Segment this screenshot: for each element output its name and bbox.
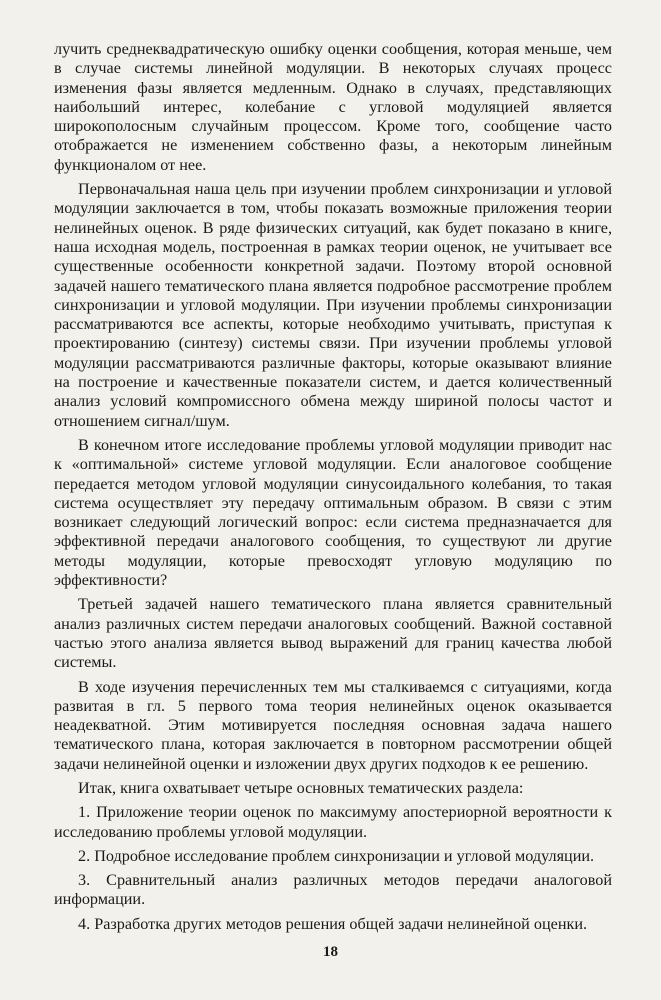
paragraph-continuation: лучить среднеквадратическую ошибку оценки сообщения, которая меньше, чем в случае системы линейной модуляции. В некоторых случаях процесс изменения фазы является медленным. Однако в случаях, представляющих наибольший интерес, колебание с угловой модуляцией является широкополосным случайным процессом. Кроме того, сообщение часто отображается не изменением собственно фазы, а некоторым линейным функционалом от нее. bbox=[54, 40, 612, 174]
list-item-2: 2. Подробное исследование проблем синхронизации и угловой модуляции. bbox=[78, 846, 595, 865]
list-item-4: 4. Разработка других методов решения общей задачи нелинейной оценки. bbox=[78, 914, 588, 933]
body-text bbox=[54, 40, 612, 939]
list-item-1: 1. Приложение теории оценок по максимуму апостериорной вероятности к исследованию проблемы угловой модуляции. bbox=[54, 803, 612, 841]
paragraph-optimal-system: В конечном итоге исследование проблемы угловой модуляции приводит нас к «оптимальной» системе угловой модуляции. Если аналоговое сообщение передается методом угловой модуляции синусоидального колебания, то такая система осуществляет эту передачу оптимальным образом. В связи с этим возникает следующий логический вопрос: если система предназначается для эффективной передачи аналогового сообщения, то существуют ли другие методы модуляции, которые превосходят угловую модуляцию по эффективности? bbox=[54, 435, 612, 590]
paragraph-summary-intro: Итак, книга охватывает четыре основных тематических раздела: bbox=[78, 778, 524, 797]
page-number: 18 bbox=[323, 944, 338, 960]
paragraph-goals: Первоначальная наша цель при изучении проблем синхронизации и угловой модуляции заключается в том, чтобы показать возможные приложения теории нелинейных оценок. В ряде физических ситуаций, как будет показано в книге, наша исходная модель, построенная в рамках теории оценок, не учитывает все существенные особенности конкретной задачи. Поэтому второй основной задачей нашего тематического плана является подробное рассмотрение проблем синхронизации и угловой модуляции. При изучении проблемы синхронизации рассматриваются все аспекты, которые необходимо учитывать, приступая к проектированию (синтезу) системы связи. При изучении проблемы угловой модуляции рассматриваются различные факторы, которые оказывают влияние на построение и качественные показатели систем, и дается количественный анализ условий компромиссного обмена между шириной полосы частот и отношением сигнал/шум. bbox=[54, 180, 612, 430]
paragraph-third-task: Третьей задачей нашего тематического плана является сравнительный анализ различных систем передачи аналоговых сообщений. Важной составной частью этого анализа является вывод выражений для границ качества любой системы. bbox=[54, 595, 612, 672]
list-item-3: 3. Сравнительный анализ различных методов передачи аналоговой информации. bbox=[54, 871, 612, 909]
paragraph-last-task: В ходе изучения перечисленных тем мы сталкиваемся с ситуациями, когда развитая в гл. 5 первого тома теория нелинейных оценок оказывается неадекватной. Этим мотивируется последняя основная задача нашего тематического плана, которая заключается в повторном рассмотрении общей задачи нелинейной оценки и изложении двух других подходов к ее решению. bbox=[54, 677, 612, 773]
